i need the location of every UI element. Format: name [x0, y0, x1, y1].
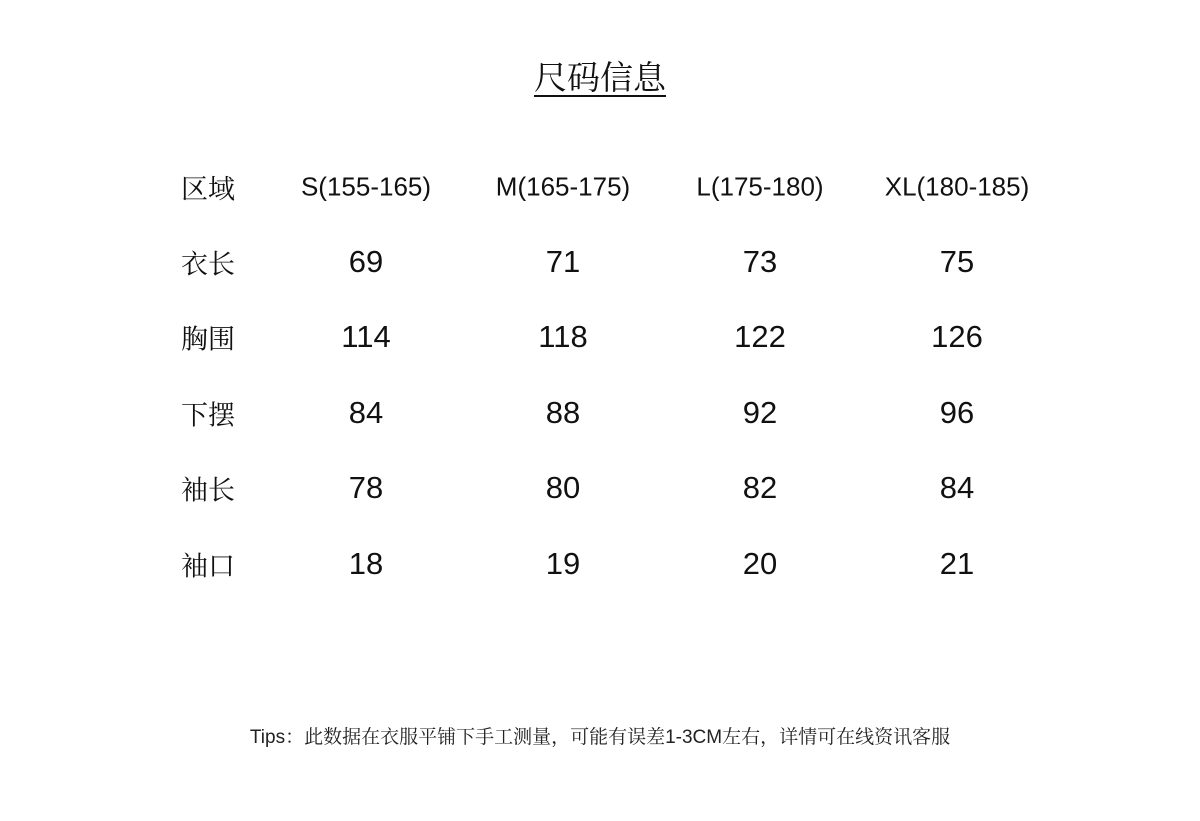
table-cell: 84 — [348, 395, 384, 430]
table-cell: 19 — [545, 546, 581, 581]
row-label: 胸围 — [181, 324, 235, 355]
table-cell: 69 — [348, 244, 384, 279]
size-header-m: M(165-175) — [495, 171, 631, 202]
row-label: 袖口 — [181, 551, 235, 582]
row-label: 袖长 — [181, 475, 235, 506]
table-cell: 18 — [348, 546, 384, 581]
table-cell: 84 — [939, 470, 975, 505]
table-cell: 88 — [545, 395, 581, 430]
table-cell: 122 — [734, 319, 786, 354]
table-cell: 126 — [931, 319, 983, 354]
table-cell: 75 — [939, 244, 975, 279]
size-header-xl: XL(180-185) — [884, 171, 1030, 202]
table-cell: 118 — [538, 319, 588, 354]
header-label: 区域 — [181, 174, 235, 205]
table-cell: 82 — [742, 470, 778, 505]
table-cell: 20 — [742, 546, 778, 581]
row-label: 衣长 — [181, 249, 235, 280]
table-cell: 73 — [742, 244, 778, 279]
table-cell: 21 — [939, 546, 975, 581]
table-cell: 92 — [742, 395, 778, 430]
size-header-l: L(175-180) — [696, 171, 824, 202]
size-header-s: S(155-165) — [300, 171, 432, 202]
table-cell: 114 — [341, 319, 391, 354]
tips-note: Tips：此数据在衣服平铺下手工测量，可能有误差1-3CM左右，详情可在线资讯客服 — [249, 727, 951, 748]
table-cell: 80 — [545, 470, 581, 505]
table-cell: 78 — [348, 470, 384, 505]
table-cell: 71 — [545, 244, 581, 279]
row-label: 下摆 — [181, 400, 235, 431]
table-cell: 96 — [939, 395, 975, 430]
page-title-text: 尺码信息 — [534, 59, 666, 96]
